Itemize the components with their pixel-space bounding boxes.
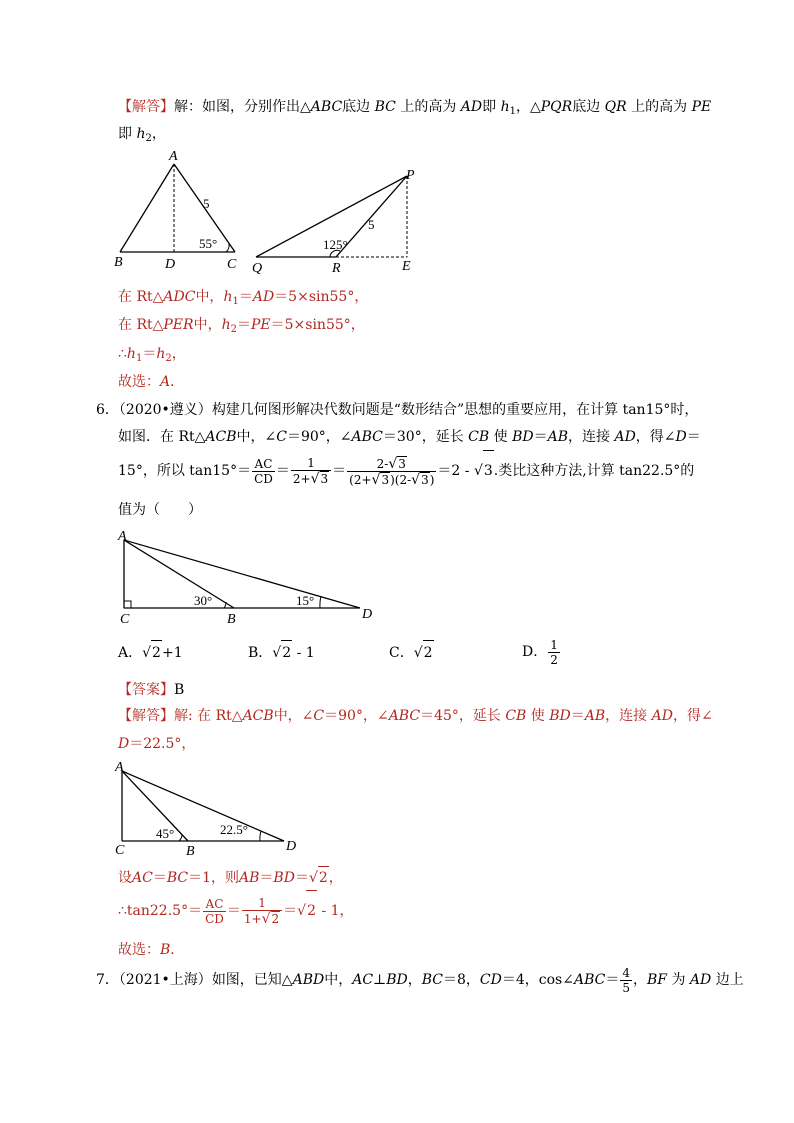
text: 为	[671, 972, 686, 988]
text: 设	[118, 870, 132, 886]
text: h	[126, 346, 136, 362]
text: ACB	[205, 429, 237, 445]
text: ＝	[226, 903, 241, 919]
fraction: $\frac{2-√3}{(2+√3)(2-√3)}$	[349, 455, 435, 488]
label-A: A	[118, 529, 127, 544]
text: ，得∠	[672, 708, 713, 724]
text: h	[221, 317, 231, 333]
label-B: B	[227, 612, 236, 627]
text: h	[223, 289, 233, 305]
label-B: B	[114, 255, 123, 270]
text: h	[500, 99, 510, 115]
text: C．	[389, 645, 414, 661]
text: 使	[530, 708, 545, 724]
text: BC	[421, 972, 443, 988]
text: ABC	[310, 99, 343, 115]
text: h	[156, 346, 166, 362]
text: 2+	[292, 472, 311, 486]
text: 7．	[96, 972, 119, 988]
text: B	[174, 682, 185, 698]
text: ADC	[163, 289, 196, 305]
text: PQR	[540, 99, 573, 115]
text: ＝	[332, 463, 347, 479]
q6-solution-line2	[118, 734, 195, 754]
text: ＝1，则	[188, 870, 240, 886]
text: AD	[460, 99, 483, 115]
text: 4	[622, 965, 630, 980]
text: 2	[145, 133, 152, 144]
text: )(2-	[390, 472, 412, 487]
text: ，得∠	[635, 429, 676, 445]
text: ，	[407, 972, 422, 988]
text: ＝	[570, 708, 585, 724]
text: 2	[230, 324, 237, 335]
text: ABC	[573, 972, 606, 988]
label-A: A	[115, 760, 124, 775]
text: CB	[468, 429, 490, 445]
text: 1	[550, 637, 558, 652]
text: AD	[614, 429, 636, 445]
text: 1+	[243, 912, 262, 926]
text: (2+	[349, 472, 372, 487]
text: 中，∠	[273, 708, 314, 724]
text: AB	[584, 708, 606, 724]
text: 3	[483, 450, 494, 491]
text: 15°，所以 tan15°＝	[118, 463, 252, 479]
q5-choice	[118, 372, 184, 392]
text: AD	[252, 289, 275, 305]
text: B	[160, 942, 171, 958]
text: ACB	[242, 708, 274, 724]
text: ．	[170, 942, 185, 958]
text: ＝	[236, 317, 251, 333]
text: AC	[203, 897, 226, 912]
text: BC	[374, 99, 396, 115]
text: QR	[604, 99, 627, 115]
text: ＝	[686, 429, 701, 445]
text: ，	[171, 346, 186, 362]
text: .类比这种方法,计算 tan22.5°的	[493, 463, 695, 479]
text: 2	[271, 912, 280, 926]
text: 上的高为	[400, 99, 457, 115]
text: AC	[132, 870, 153, 886]
text: （2021•上海）	[118, 972, 212, 988]
option-a[interactable]: A．√2+1	[118, 640, 183, 665]
text: ＝2 -	[437, 463, 474, 479]
text: BD	[386, 972, 408, 988]
text: ，	[151, 126, 166, 142]
text: B．	[248, 645, 273, 661]
text: ＝90°，∠	[286, 429, 352, 445]
text: C	[313, 708, 325, 724]
text: 2	[151, 640, 162, 665]
text: 2	[281, 640, 292, 665]
text: PER	[163, 317, 194, 333]
q5-solution-line1	[118, 97, 711, 122]
text: 故选：	[118, 942, 160, 958]
angle-label: 125°	[323, 237, 348, 252]
triangle-pqr-figure	[250, 166, 425, 276]
text: C	[276, 429, 287, 445]
label-P: P	[406, 168, 415, 183]
text: AD	[689, 972, 712, 988]
text: 解: 在 Rt△	[174, 708, 243, 724]
label-C: C	[120, 612, 130, 627]
text: ＝	[605, 972, 620, 988]
text: ＝	[275, 463, 290, 479]
text: ∴tan22.5°＝	[118, 903, 203, 919]
text: BD	[273, 870, 295, 886]
fraction	[548, 638, 560, 667]
text: 1	[232, 296, 239, 307]
q6-solution-line3: 设AC＝BC＝1，则AB＝BD＝√2，	[118, 866, 343, 889]
text: PE	[691, 99, 712, 115]
label-D: D	[362, 607, 373, 622]
text: ＝	[533, 429, 548, 445]
text: ＝90°，∠	[324, 708, 389, 724]
side-length: 5	[368, 217, 375, 232]
text: 中，	[193, 317, 222, 333]
text: A．	[118, 645, 143, 661]
text: 1	[509, 106, 516, 117]
text: 中，∠	[236, 429, 277, 445]
q6-stem-line4	[118, 500, 202, 520]
label-B: B	[186, 844, 195, 859]
text: D．	[522, 644, 548, 660]
text: 构建几何图形解决代数问题是“数形结合”思想的重要应用，在计算 tan15°时，	[211, 402, 699, 418]
text: 底边	[572, 99, 601, 115]
q6-stem-line3: 15°，所以 tan15°＝ $\frac{AC}{CD}$ ＝ $\frac{1}{2+√3}$ ＝ $\frac{2-√3}{(2+√3)(2-√3)}$ ＝2 - √3.类比这种方法,计算 tan22.5°的	[118, 450, 694, 491]
fraction	[252, 457, 275, 486]
text: ＝5×sin55°，	[270, 317, 365, 333]
text: BD	[512, 429, 534, 445]
text: ＝	[294, 870, 309, 886]
label-C: C	[115, 843, 125, 858]
text: 3	[398, 456, 406, 471]
text: 3	[320, 472, 329, 486]
solution-tag: 【解答】	[118, 99, 174, 115]
label-A: A	[169, 149, 178, 164]
text: 2	[318, 866, 329, 889]
text: ＝	[142, 346, 157, 362]
text: ＝	[238, 289, 253, 305]
text: CB	[505, 708, 527, 724]
text: ＝8，	[443, 972, 480, 988]
text: 2	[550, 652, 558, 667]
text: 如图，已知△	[211, 972, 293, 988]
angle-15: 15°	[296, 593, 315, 608]
text: 边上	[715, 972, 744, 988]
text: ，连接	[605, 708, 648, 724]
text: ＝45°，延长	[420, 708, 501, 724]
triangle-abc-figure	[110, 148, 250, 270]
q6-stem-line2	[118, 427, 701, 447]
angle-45: 45°	[156, 826, 175, 841]
text: - 1	[292, 645, 315, 661]
label-D: D	[286, 839, 297, 854]
text: AB	[547, 429, 568, 445]
text: ＝4，cos∠	[501, 972, 574, 988]
angle-22-5: 22.5°	[220, 822, 248, 837]
text: 解：如图，分别作出△	[174, 99, 311, 115]
text: BC	[166, 870, 189, 886]
q6-choice	[118, 940, 184, 960]
text: 1	[242, 896, 282, 911]
text: BD	[549, 708, 571, 724]
text: 使	[493, 429, 508, 445]
text: h	[136, 126, 146, 142]
text: 中，	[195, 289, 224, 305]
q5-step2	[118, 315, 365, 340]
text: BF	[646, 972, 667, 988]
text: ．	[170, 374, 185, 390]
label-Q: Q	[252, 261, 263, 276]
text: AC	[352, 972, 374, 988]
text: ＝	[152, 870, 167, 886]
text: 在 Rt△	[118, 317, 164, 333]
text: 值为（ ）	[118, 502, 202, 518]
side-length: 5	[203, 196, 210, 211]
text: 1	[135, 353, 143, 364]
q6-stem-line1	[96, 400, 698, 420]
text: ，	[328, 870, 343, 886]
q5-solution-line2	[118, 124, 166, 149]
text: （2020•遵义）	[118, 402, 212, 418]
q6-triangle-figure	[112, 528, 382, 626]
text: 故选：	[118, 374, 160, 390]
text: ＝22.5°，	[129, 736, 196, 752]
angle-label: 55°	[199, 236, 218, 251]
q6-solution-figure	[112, 760, 312, 859]
text: ＝30°，延长	[382, 429, 464, 445]
text: 3	[381, 472, 390, 487]
q6-solution-line1	[118, 706, 713, 726]
text: ⊥	[373, 972, 387, 988]
text: 2	[423, 640, 434, 665]
text: CD	[479, 972, 502, 988]
text: CD	[205, 911, 224, 926]
text: D	[675, 429, 687, 445]
text: 2-	[376, 456, 389, 471]
text: 3	[421, 472, 429, 487]
text: 即	[482, 99, 497, 115]
text: 底边	[342, 99, 371, 115]
text: ，连接	[568, 429, 610, 445]
text: ，△	[515, 99, 541, 115]
option-d[interactable]	[522, 634, 561, 670]
text: 2	[165, 353, 172, 364]
angle-30: 30°	[194, 593, 213, 608]
option-b[interactable]: B．√2 - 1	[248, 640, 315, 665]
text: )	[429, 472, 435, 487]
text: ABC	[351, 429, 383, 445]
q6-answer	[118, 680, 184, 700]
text: 5	[622, 980, 630, 995]
text: - 1，	[317, 903, 354, 919]
text: 如图．在 Rt△	[118, 429, 206, 445]
text: AB	[239, 870, 260, 886]
label-E: E	[402, 259, 411, 274]
text: D	[118, 736, 130, 752]
label-R: R	[332, 261, 341, 276]
option-c[interactable]: C．√2	[389, 640, 434, 665]
label-C: C	[227, 257, 237, 272]
fraction: $\frac{1}{1+√2}$	[242, 896, 282, 926]
q6-solution-line4: ∴tan22.5°＝ $\frac{AC}{CD}$ ＝ $\frac{1}{1+√2}$ ＝√2 - 1，	[118, 890, 354, 931]
fraction	[203, 897, 226, 926]
text: 【解答】	[118, 708, 174, 724]
text: +1	[161, 645, 183, 661]
text: 2	[306, 890, 317, 931]
text: 【答案】	[118, 682, 174, 698]
label-D: D	[165, 257, 176, 272]
text: AD	[651, 708, 673, 724]
text: 在 Rt△	[118, 289, 164, 305]
text: AC	[252, 457, 275, 472]
text: ABC	[388, 708, 421, 724]
text: ，	[632, 972, 647, 988]
text: A	[160, 374, 171, 390]
text: 1	[291, 456, 331, 471]
q5-step1	[118, 287, 368, 312]
q7-stem-line1	[96, 960, 744, 1000]
q5-step3	[118, 344, 186, 369]
text: ＝	[283, 903, 298, 919]
text: 即	[118, 126, 132, 142]
text: ＝5×sin55°，	[274, 289, 369, 305]
fraction	[620, 966, 632, 995]
text: 中，	[324, 972, 353, 988]
text: CD	[254, 471, 273, 486]
text: ABD	[292, 972, 325, 988]
text: 6．	[96, 402, 119, 418]
fraction: $\frac{1}{2+√3}$	[291, 456, 331, 486]
text: 上的高为	[631, 99, 688, 115]
text: PE	[250, 317, 271, 333]
text: ＝	[259, 870, 274, 886]
text: ∴	[118, 346, 127, 362]
